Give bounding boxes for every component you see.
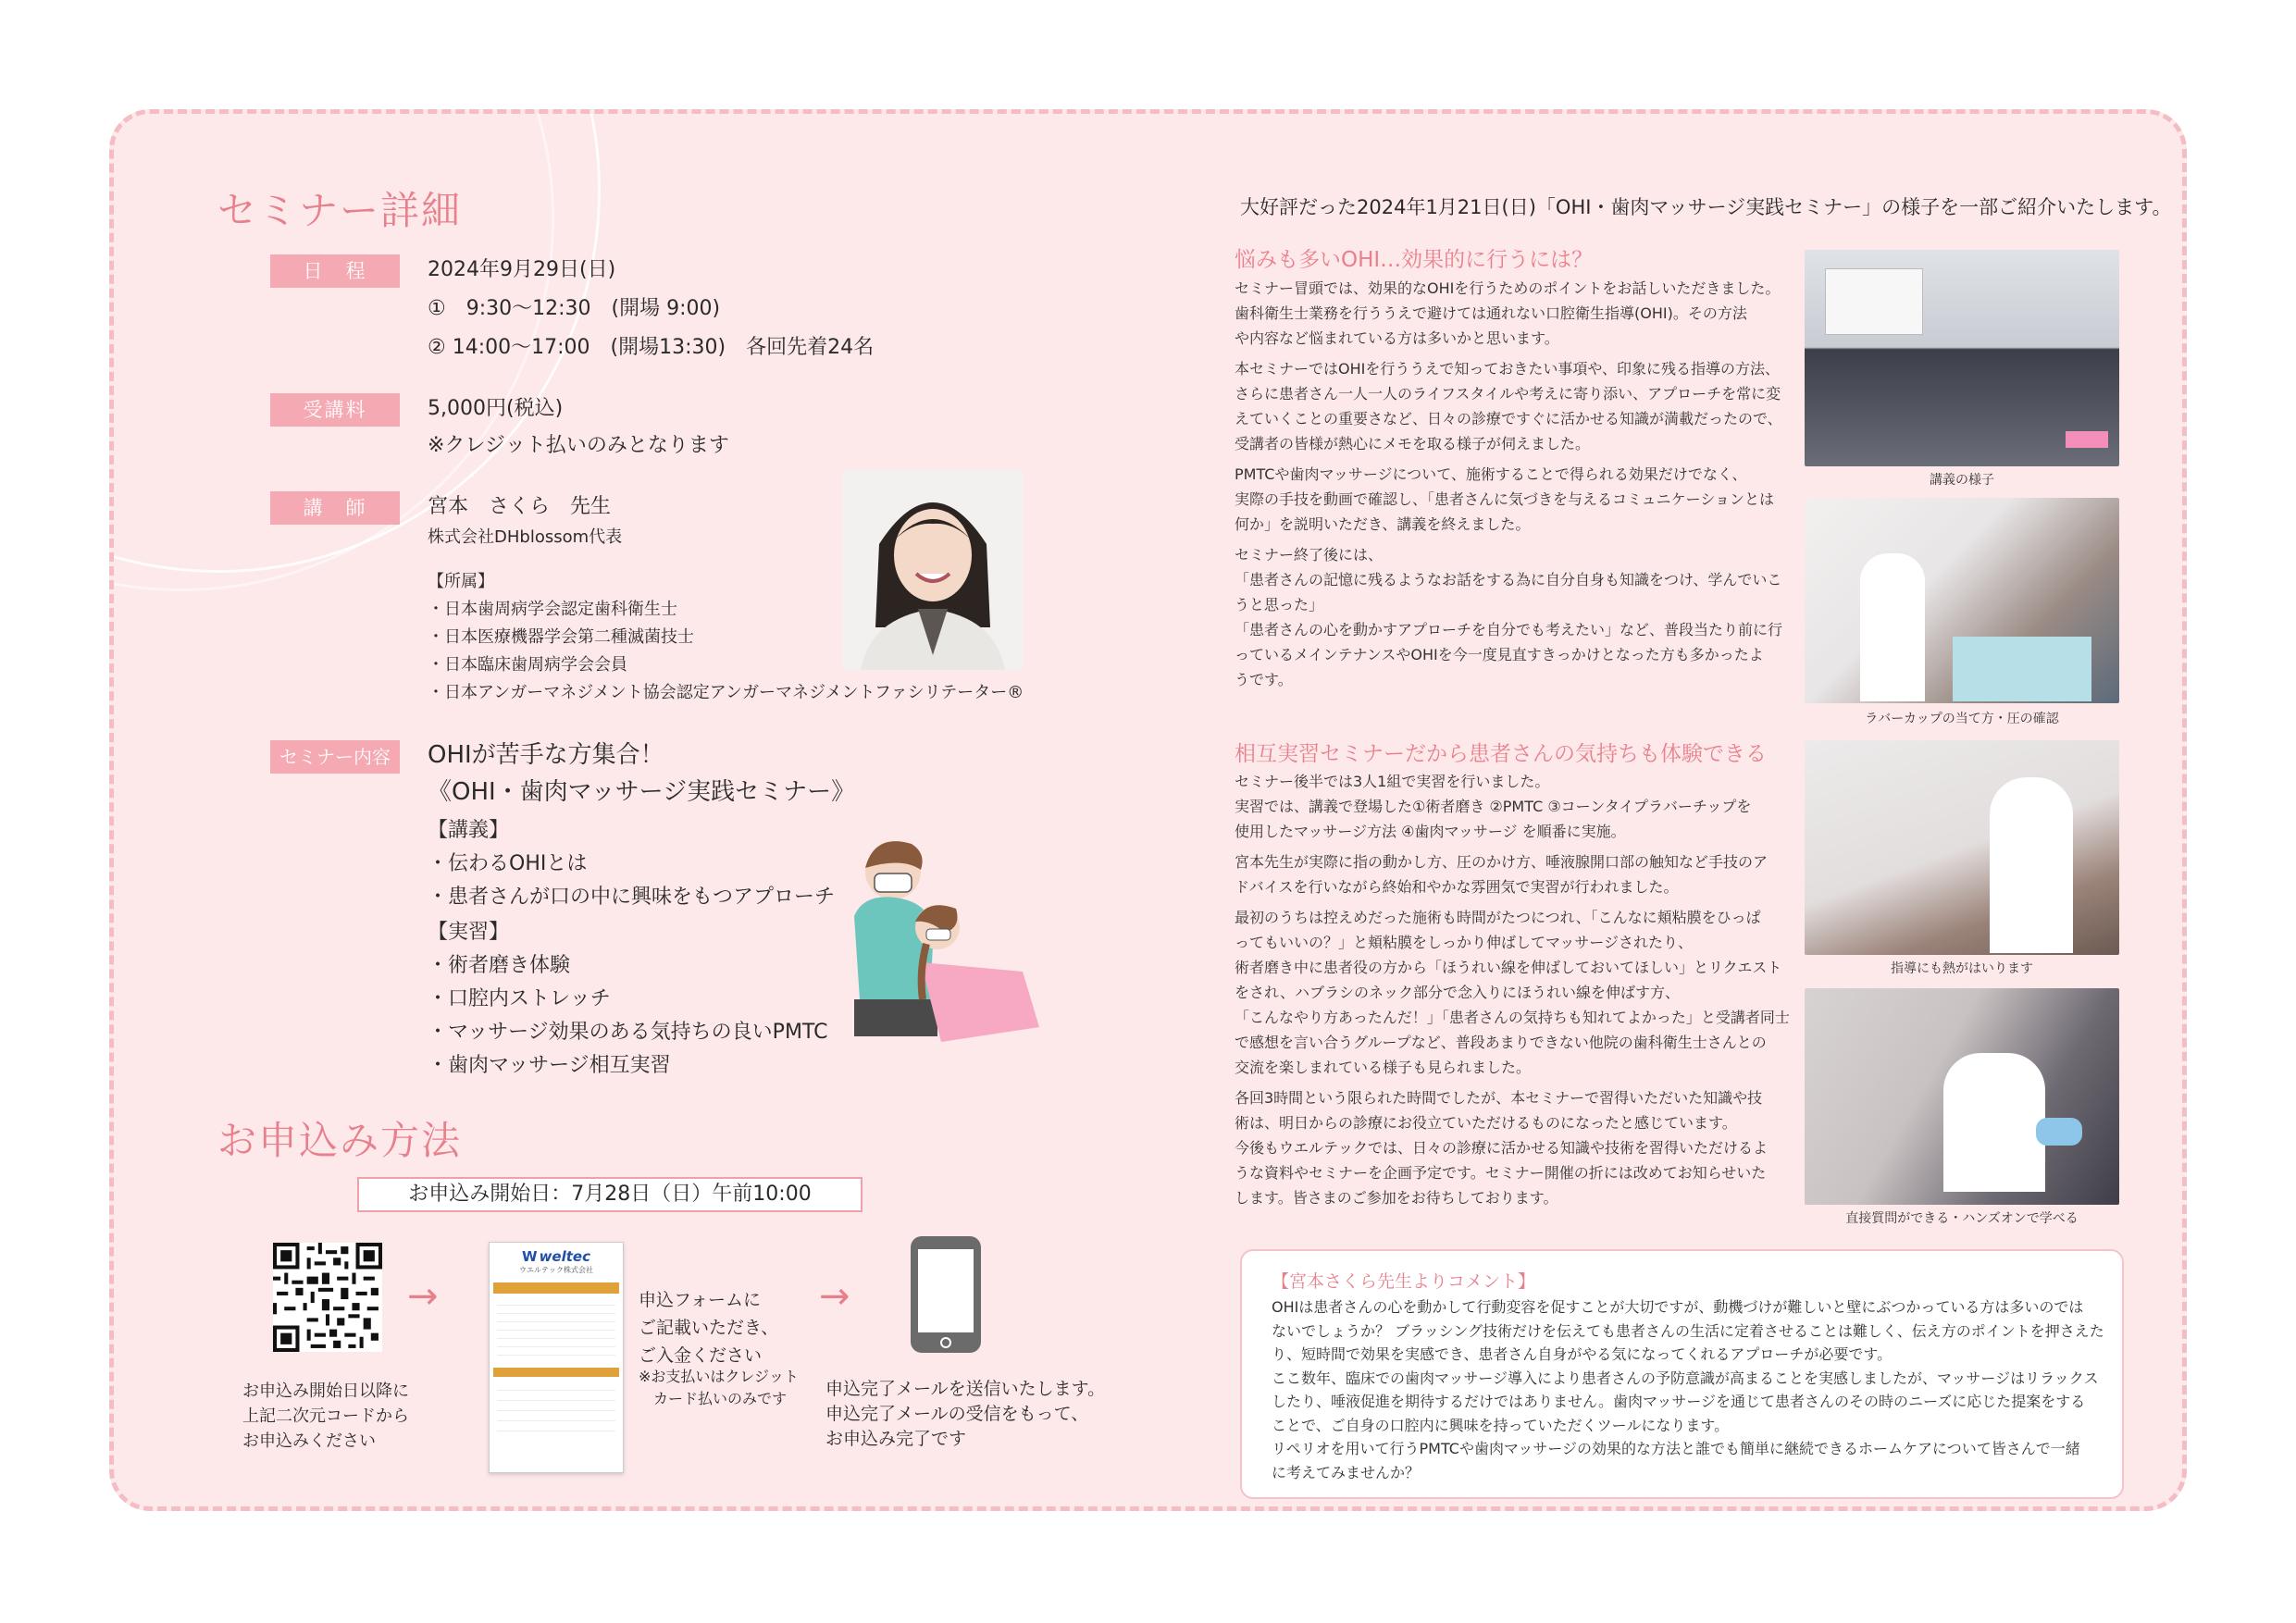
payment-note-line: ※お支払いはクレジット: [639, 1368, 800, 1385]
form-fields: [497, 1381, 615, 1436]
comment-title: 【宮本さくら先生よりコメント】: [1272, 1271, 1536, 1292]
patient-cloth: [1953, 637, 2091, 701]
photo-caption: ラバーカップの当て方・圧の確認: [1865, 712, 2059, 726]
date-lines: [428, 254, 874, 365]
mail-instruction-line: お申込み完了です: [825, 1429, 967, 1449]
date-line: ① 9:30～12:30 (開場 9:00): [428, 297, 721, 320]
content-title-line: 《OHI・歯肉マッサージ実践セミナー》: [428, 778, 856, 806]
body-line: 術者磨き中に患者役の方から「ほうれい線を伸ばしておいてほしい」とリクエスト: [1235, 959, 1782, 976]
fee-lines: [428, 392, 729, 463]
mail-instructions: [825, 1377, 1105, 1452]
body-line: 「患者さんの心を動かすアプローチを自分でも考えたい」など、普段当たり前に行: [1235, 621, 1783, 638]
arrow-icon: →: [819, 1275, 850, 1318]
mail-instruction-line: 申込完了メールの受信をもって、: [825, 1404, 1089, 1424]
body-line: セミナー後半では3人1組で実習を行いました。: [1235, 773, 1550, 790]
body-line: をされ、ハブラシのネック部分で念入りにほうれい線を伸ばす方、: [1235, 984, 1680, 1001]
body-line: 宮本先生が実際に指の動かし方、圧のかけ方、唾液腺開口部の触知など手技のア: [1235, 853, 1769, 871]
paragraph: [1235, 462, 1790, 537]
form-company: ウエルテック株式会社: [519, 1266, 593, 1274]
lecture-list: [428, 814, 835, 914]
section2-body: [1235, 769, 1790, 1210]
form-instruction-line: ご記載いただき、: [639, 1318, 779, 1338]
affiliation-item: 【所属】: [428, 572, 494, 591]
form-instructions: [639, 1286, 778, 1369]
affiliation-item: ・日本医療機器学会第二種滅菌技士: [428, 627, 694, 647]
apply-title: お申込み方法: [217, 1118, 463, 1163]
paragraph: [1235, 542, 1790, 692]
body-line: 各回3時間という限られた時間でしたが、本セミナーで習得いただいた知識や技: [1235, 1089, 1763, 1107]
qr-instructions: [242, 1379, 409, 1454]
body-line: 使用したマッサージ方法 ④歯肉マッサージ を順番に実施。: [1235, 823, 1626, 840]
apply-start-banner: お申込み開始日：7月28日（日）午前10:00: [357, 1177, 863, 1212]
practice-item: ・口腔内ストレッチ: [428, 987, 611, 1010]
qr-instruction-line: 上記二次元コードから: [242, 1406, 409, 1426]
date-line: 2024年9月29日(日): [428, 258, 616, 281]
dental-illustration: [838, 824, 1050, 1046]
comment-line: に考えてみませんか？: [1272, 1463, 1421, 1481]
body-line: 「患者さんの記憶に残るようなお話をする為に自分自身も知識をつけ、学んでいこ: [1235, 571, 1782, 588]
form-instruction-line: 申込フォームに: [639, 1290, 762, 1310]
practice-item: 【実習】: [428, 921, 510, 944]
application-form-preview[interactable]: [489, 1242, 624, 1473]
payment-note-line: カード払いのみです: [639, 1390, 788, 1407]
body-line: 「こんなやり方あったんだ！」「患者さんの気持ちも知れてよかった」と受講者同士: [1235, 1009, 1790, 1026]
qr-code[interactable]: [273, 1243, 382, 1352]
lecturer-company: 株式会社DHblossom代表: [428, 527, 623, 547]
body-line: セミナー終了後には、: [1235, 546, 1384, 564]
comment-line: したり、唾液促進を期待するだけではありません。歯肉マッサージを通じて患者さんのその時のニーズに応じた提案をする: [1272, 1393, 2086, 1410]
lecture-item: ・伝わるOHIとは: [428, 852, 588, 875]
comment-body: [1272, 1295, 2104, 1484]
blue-glove: [2036, 1118, 2082, 1146]
photo-caption: 講義の様子: [1930, 473, 1994, 488]
comment-line: り、短時間で効果を実感でき、患者さん自身がやる気になってくれるアプローチが必要です。: [1272, 1345, 1893, 1363]
paragraph: [1235, 1085, 1790, 1210]
affiliation-item: ・日本アンガーマネジメント協会認定アンガーマネジメントファシリテーター®: [428, 683, 1024, 702]
body-line: 今後もウエルテックでは、日々の診療に活かせる知識や技術を習得いただけるよ: [1235, 1139, 1769, 1157]
lecture-item: 【講義】: [428, 819, 510, 842]
section1-heading: 悩みも多いOHI…効果的に行うには？: [1235, 248, 1594, 272]
body-line: うと思った」: [1235, 596, 1324, 613]
body-line: や内容など悩まれている方は多いかと思います。: [1235, 329, 1559, 347]
pink-sticker: [2066, 431, 2108, 448]
body-line: ってもいいの？」と頬粘膜をしっかり伸ばしてマッサージされたり、: [1235, 934, 1694, 951]
content-tag: セミナー内容: [270, 740, 400, 774]
payment-note: [639, 1366, 799, 1410]
form-fields: [497, 1297, 615, 1362]
fee-line: ※クレジット払いのみとなります: [428, 434, 729, 457]
body-line: で感想を言い合うグループなど、普段あまりできない他院の歯科衛生士さんとの: [1235, 1034, 1767, 1051]
content-title-line: OHIが苦手な方集合！: [428, 741, 664, 769]
body-line: 交流を楽しまれている様子も見られました。: [1235, 1059, 1532, 1076]
instruction-photo: [1805, 740, 2119, 955]
practice-item: ・術者磨き体験: [428, 954, 571, 977]
seminar-title: セミナー詳細: [217, 188, 463, 233]
body-line: えていくことの重要さなど、日々の診療ですぐに活かせる知識が満載だったので、: [1235, 410, 1782, 427]
body-line: 実際の手技を動画で確認し、「患者さんに気づきを与えるコミュニケーションとは: [1235, 490, 1775, 508]
body-line: うです。: [1235, 671, 1293, 688]
body-line: ドバイスを行いながら終始和やかな雰囲気で実習が行われました。: [1235, 878, 1679, 896]
rubber-cup-photo: [1805, 498, 2119, 703]
practice-list: [428, 916, 827, 1083]
form-logo: [490, 1248, 623, 1265]
mail-instruction-line: 申込完了メールを送信いたします。: [825, 1379, 1106, 1399]
comment-box: [1240, 1249, 2124, 1499]
lecture-photo: [1805, 250, 2119, 466]
white-coat: [1990, 777, 2073, 953]
body-line: セミナー冒頭では、効果的なOHIを行うためのポイントをお話しいただきました。: [1235, 279, 1781, 297]
body-line: 何か」を説明いただき、講義を終えました。: [1235, 515, 1531, 533]
arrow-icon: →: [407, 1275, 439, 1318]
comment-line: OHIは患者さんの心を動かして行動変容を促すことが大切ですが、動機づけが難しいと壁にぶつかっている方は多いのでは: [1272, 1298, 2084, 1316]
lecture-item: ・患者さんが口の中に興味をもつアプローチ: [428, 886, 836, 909]
practice-item: ・マッサージ効果のある気持ちの良いPMTC: [428, 1021, 828, 1044]
affiliation-item: ・日本歯周病学会認定歯科衛生士: [428, 600, 677, 619]
body-line: PMTCや歯肉マッサージについて、施術することで得られる効果だけでなく、: [1235, 465, 1747, 483]
body-line: 受講者の皆様が熱心にメモを取る様子が伺えました。: [1235, 435, 1591, 452]
hands-on-photo: [1805, 988, 2119, 1205]
qr-instruction-line: お申込みください: [242, 1431, 376, 1451]
comment-line: リペリオを用いて行うPMTCや歯肉マッサージの効果的な方法と誰でも簡単に継続できるホームケアについて皆さんで一緒: [1272, 1440, 2080, 1457]
body-line: 本セミナーではOHIを行ううえで知っておきたい事項や、印象に残る指導の方法、: [1235, 360, 1781, 378]
white-coat: [1860, 553, 1925, 701]
lecturer-name: 宮本 さくら 先生: [428, 495, 612, 518]
paragraph: [1235, 769, 1790, 844]
fee-tag: 受講料: [270, 393, 400, 427]
body-line: 最初のうちは控えめだった施術も時間がたつにつれ、「こんなに頬粘膜をひっぱ: [1235, 909, 1761, 926]
date-line: ② 14:00～17:00 (開場13:30) 各回先着24名: [428, 336, 875, 359]
body-line: さらに患者さん一人一人のライフスタイルや考えに寄り添い、アプローチを常に変: [1235, 385, 1781, 403]
comment-line: ここ数年、臨床での歯肉マッサージ導入により患者さんの予防意識が高まることを実感しましたが、マッサージはリラックス: [1272, 1369, 2099, 1387]
lecturer-portrait: [842, 470, 1024, 670]
section1-body: [1235, 276, 1790, 692]
affiliation-item: ・日本臨床歯周病学会会員: [428, 655, 627, 675]
body-line: 歯科衛生士業務を行ううえで避けては通れない口腔衛生指導(OHI)。その方法: [1235, 304, 1747, 322]
body-line: うな資料やセミナーを企画予定です。セミナー開催の折には改めてお知らせいた: [1235, 1164, 1767, 1182]
form-instruction-line: ご入金ください: [639, 1345, 763, 1366]
qr-instruction-line: お申込み開始日以降に: [242, 1381, 409, 1401]
paragraph: [1235, 849, 1790, 899]
practice-item: ・歯肉マッサージ相互実習: [428, 1054, 671, 1077]
photo-caption: 直接質問ができる・ハンズオンで学べる: [1845, 1211, 2079, 1226]
form-logo-text: weltec: [539, 1248, 590, 1265]
body-line: っているメインテナンスやOHIを今一度見直すきっかけとなった方も多かったよ: [1235, 646, 1764, 663]
lecturer-tag: 講 師: [270, 491, 400, 525]
body-line: 実習では、講義で登場した①術者磨き ②PMTC ③コーンタイプラバーチップを: [1235, 798, 1752, 815]
photo-caption: 指導にも熱がはいります: [1891, 961, 2033, 976]
form-header-bar: [493, 1282, 619, 1294]
section2-heading: 相互実習セミナーだから患者さんの気持ちも体験できる: [1235, 742, 1767, 766]
weltec-logo-icon: W: [522, 1248, 538, 1265]
body-line: 術は、明日からの診療にお役立ていただけるものになったと感じています。: [1235, 1114, 1737, 1132]
smartphone-icon: [909, 1234, 983, 1355]
date-tag: 日 程: [270, 254, 400, 288]
paragraph: [1235, 905, 1790, 1080]
projector-screen: [1825, 268, 1923, 335]
comment-line: ことで、ご自身の口腔内に興味を持っていただくツールになります。: [1272, 1416, 1730, 1434]
report-intro: 大好評だった2024年1月21日(日)「OHI・歯肉マッサージ実践セミナー」の様子を一部ご紹介いたします。: [1240, 196, 2172, 218]
body-line: します。皆さまのご参加をお待ちしております。: [1235, 1189, 1558, 1207]
content-title: [428, 737, 855, 811]
form-header-bar: [493, 1368, 619, 1377]
paragraph: [1235, 276, 1790, 351]
comment-line: ないでしょうか？ ブラッシング技術だけを伝えても患者さんの生活に定着させることは難しく、伝え方のポイントを押さえた: [1272, 1321, 2104, 1340]
white-coat: [1943, 1053, 2045, 1192]
fee-line: 5,000円(税込): [428, 397, 564, 420]
paragraph: [1235, 356, 1790, 456]
